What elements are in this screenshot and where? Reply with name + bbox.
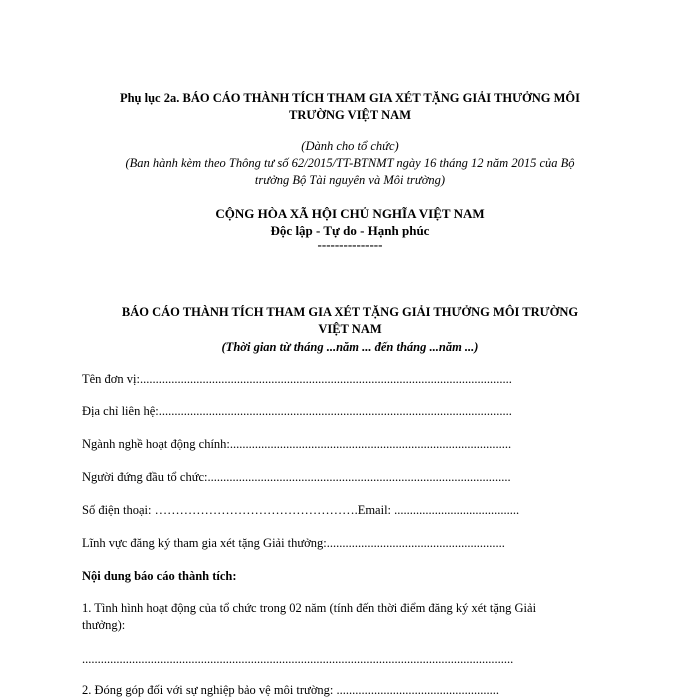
organization-note: (Dành cho tổ chức) — [301, 139, 399, 153]
national-motto: Độc lập - Tự do - Hạnh phúc — [270, 223, 430, 238]
item-2: 2. Đóng góp đối với sự nghiệp bảo vệ môi trường: .................................................... — [82, 683, 500, 697]
field-main-activity: Ngành nghề hoạt động chính:.......................................................................................... — [82, 437, 512, 451]
item-1-line2: thưởng): — [82, 618, 126, 632]
field-contact-address: Địa chỉ liên hệ:................................................................................................................. — [82, 404, 512, 418]
issuance-note — [60, 138, 640, 189]
content-heading: Nội dung báo cáo thành tích: — [82, 569, 237, 583]
report-title-line2: VIỆT NAM — [318, 322, 382, 336]
appendix-title — [60, 90, 640, 124]
item-1-line1: 1. Tình hình hoạt động của tổ chức trong 02 năm (tính đến thời điểm đăng ký xét tặng Giải — [82, 601, 537, 615]
field-phone-email: Số điện thoại: ………………………………………….Email: ........................................ — [82, 503, 520, 517]
field-award-category: Lĩnh vực đăng ký tham gia xét tặng Giải thưởng:......................................................... — [82, 536, 505, 550]
issued-line1: (Ban hành kèm theo Thông tư số 62/2015/TT-BTNMT ngày 16 tháng 12 năm 2015 của Bộ — [125, 156, 575, 170]
item-1 — [82, 600, 602, 634]
field-unit-name: Tên đơn vị:....................................................................................................................... — [82, 372, 512, 386]
field-head-of-organization: Người đứng đầu tổ chức:................................................................................................. — [82, 470, 511, 484]
appendix-title-line1: Phụ lục 2a. BÁO CÁO THÀNH TÍCH THAM GIA XÉT TẶNG GIẢI THƯỞNG MÔI — [119, 91, 581, 105]
issued-line2: trưởng Bộ Tài nguyên và Môi trường) — [254, 173, 446, 187]
report-period: (Thời gian từ tháng ...năm ... đến tháng ...năm ...) — [221, 340, 479, 354]
header-divider: --------------- — [317, 237, 383, 252]
report-title — [60, 304, 640, 338]
appendix-title-line2: TRƯỜNG VIỆT NAM — [288, 108, 411, 122]
report-title-line1: BÁO CÁO THÀNH TÍCH THAM GIA XÉT TẶNG GIẢI THƯỞNG MÔI TRƯỜNG — [121, 305, 579, 319]
item-1-answer-dots: .......................................................................................................................................... — [82, 652, 514, 666]
national-name: CỘNG HÒA XÃ HỘI CHỦ NGHĨA VIỆT NAM — [215, 206, 485, 221]
national-header — [60, 205, 640, 251]
